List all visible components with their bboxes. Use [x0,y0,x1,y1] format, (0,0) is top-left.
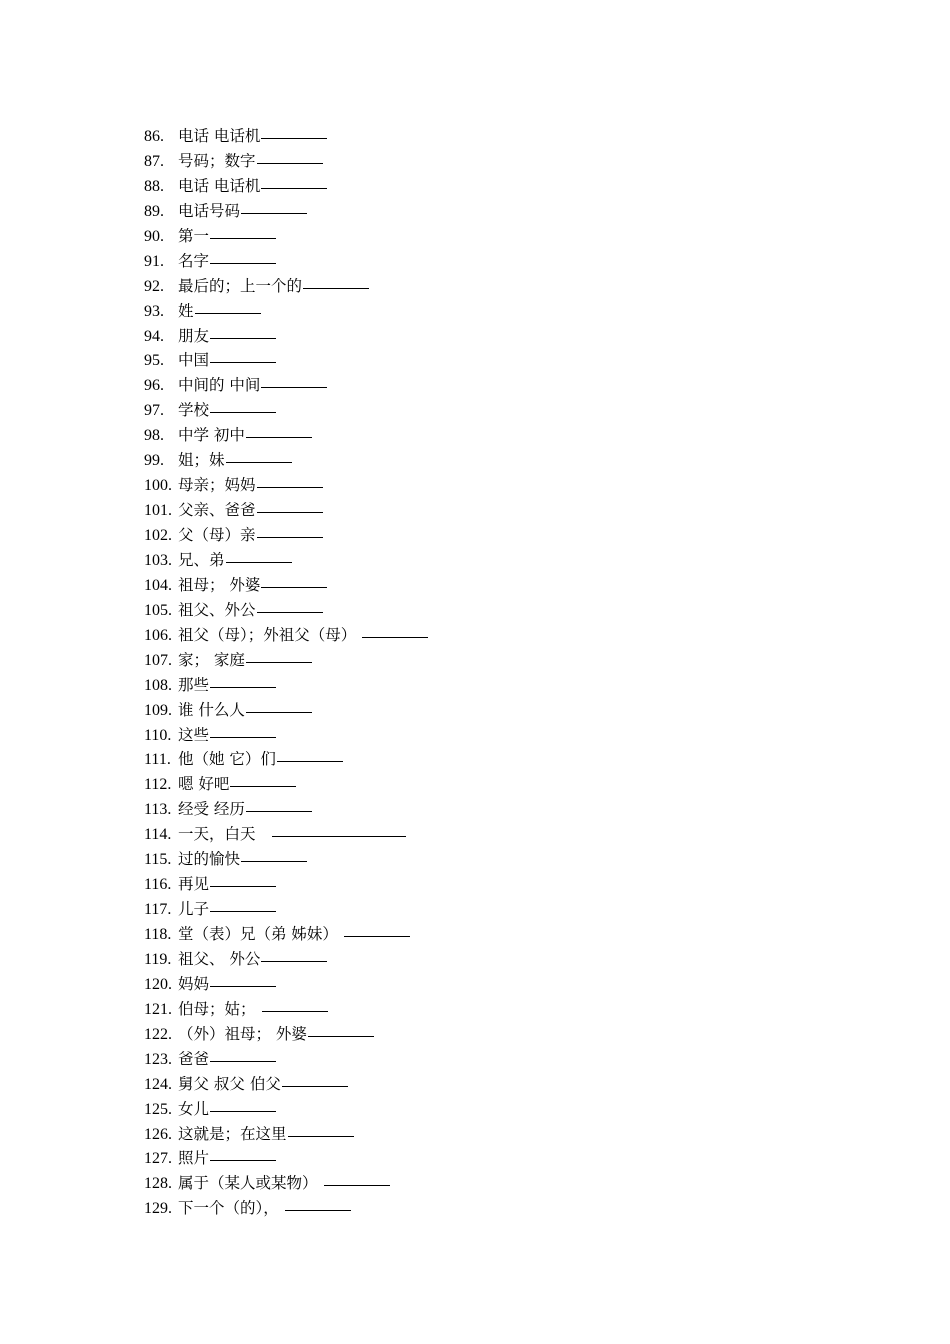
item-text: 母亲；妈妈 [178,476,256,495]
answer-blank[interactable] [288,1135,354,1137]
list-item [144,199,428,224]
item-text: 妈妈 [178,974,210,993]
item-number: 96. [144,377,164,395]
vocabulary-list [144,124,428,1221]
list-item [144,124,428,149]
item-number: 125. [144,1100,172,1118]
list-item [144,1196,428,1221]
item-text: 嗯 好吧 [178,775,230,794]
answer-blank[interactable] [257,486,323,488]
item-number: 92. [144,277,164,295]
answer-blank[interactable] [272,835,406,837]
item-text: 这些 [178,725,210,744]
item-text: 号码；数字 [178,151,256,170]
item-text: 谁 什么人 [178,700,245,719]
item-text: 再见 [178,875,210,894]
item-text: 父亲、爸爸 [178,501,256,520]
answer-blank[interactable] [210,411,276,413]
item-number: 91. [144,252,164,270]
item-number: 106. [144,626,172,644]
answer-blank[interactable] [226,461,292,463]
item-text: 学校 [178,401,210,420]
answer-blank[interactable] [261,960,327,962]
item-number: 120. [144,975,172,993]
list-item [144,797,428,822]
answer-blank[interactable] [257,162,323,164]
item-number: 113. [144,801,172,819]
item-text: 这就是；在这里 [178,1124,287,1143]
answer-blank[interactable] [246,711,312,713]
list-item [144,673,428,698]
item-text: 堂（表）兄（弟 姊妹） [178,925,338,943]
item-number: 111. [144,751,171,769]
list-item [144,847,428,872]
list-item [144,772,428,797]
answer-blank[interactable] [241,212,307,214]
item-number: 114. [144,826,172,844]
item-text: 爸爸 [178,1049,210,1068]
list-item [144,1022,428,1047]
list-item [144,174,428,199]
list-item [144,149,428,174]
item-text: 过的愉快 [178,850,241,869]
item-number: 95. [144,352,164,370]
item-text: 姓 [178,301,194,320]
answer-blank[interactable] [230,785,296,787]
item-text: 舅父 叔父 伯父 [178,1074,281,1093]
answer-blank[interactable] [210,1060,276,1062]
answer-blank[interactable] [262,1010,328,1012]
list-item [144,997,428,1022]
list-item [144,872,428,897]
item-text: 祖父、 外公 [178,949,261,968]
answer-blank[interactable] [210,885,276,887]
answer-blank[interactable] [344,935,410,937]
answer-blank[interactable] [195,312,261,314]
item-number: 88. [144,177,164,195]
answer-blank[interactable] [226,561,292,563]
item-text: 一天，白天 [178,825,256,844]
list-item [144,698,428,723]
item-text: 中间的 中间 [178,376,261,395]
answer-blank[interactable] [246,661,312,663]
item-number: 128. [144,1175,172,1193]
item-number: 86. [144,128,164,145]
answer-blank[interactable] [285,1209,351,1211]
list-item [144,448,428,473]
list-item [144,299,428,324]
item-number: 87. [144,152,164,170]
item-text: 电话号码 [178,201,241,220]
item-text: 最后的；上一个的 [178,276,303,295]
answer-blank[interactable] [261,586,327,588]
item-number: 116. [144,876,172,894]
item-text: 照片 [178,1149,210,1168]
list-item [144,1072,428,1097]
item-number: 110. [144,726,172,744]
item-number: 90. [144,227,164,245]
answer-blank[interactable] [210,1110,276,1112]
item-text: 中学 初中 [178,426,245,445]
item-number: 89. [144,202,164,220]
list-item [144,473,428,498]
item-text: 祖父（母）；外祖父（母） [178,625,357,644]
answer-blank[interactable] [210,262,276,264]
answer-blank[interactable] [324,1184,390,1186]
list-item [144,373,428,398]
item-number: 123. [144,1050,172,1068]
item-number: 100. [144,477,172,495]
answer-blank[interactable] [210,686,276,688]
item-number: 93. [144,302,164,320]
list-item [144,822,428,847]
item-text: 伯母；姑； [178,999,256,1018]
item-number: 94. [144,327,164,345]
item-text: 祖母； 外婆 [178,575,261,594]
item-number: 127. [144,1150,172,1168]
list-item [144,623,428,648]
answer-blank[interactable] [362,636,428,638]
item-number: 98. [144,427,164,445]
answer-blank[interactable] [246,436,312,438]
list-item [144,947,428,972]
list-item [144,723,428,748]
list-item [144,897,428,922]
list-item [144,573,428,598]
item-number: 119. [144,950,172,968]
list-item [144,548,428,573]
list-item [144,648,428,673]
answer-blank[interactable] [210,736,276,738]
answer-blank[interactable] [308,1035,374,1037]
item-text: 下一个（的）， [178,1199,279,1218]
answer-blank[interactable] [261,187,327,189]
item-text: 朋友 [178,326,210,345]
list-item [144,523,428,548]
list-item [144,398,428,423]
item-text: 经受 经历 [178,800,245,819]
item-number: 112. [144,776,172,794]
item-number: 122. [144,1025,172,1043]
item-text: （外）祖母； 外婆 [178,1024,307,1043]
list-item [144,1146,428,1171]
answer-blank[interactable] [210,985,276,987]
item-text: 那些 [178,675,210,694]
list-item [144,1097,428,1122]
answer-blank[interactable] [303,287,369,289]
item-text: 家； 家庭 [178,650,245,669]
answer-blank[interactable] [210,237,276,239]
item-text: 他（她 它）们 [178,750,276,769]
item-text: 属于（某人或某物） [178,1174,318,1193]
item-text: 女儿 [178,1099,210,1118]
item-text: 中国 [178,351,210,370]
item-number: 97. [144,402,164,420]
item-number: 101. [144,502,172,520]
list-item [144,747,428,772]
list-item [144,922,428,947]
item-text: 儿子 [178,900,210,919]
item-text: 兄、弟 [178,550,225,569]
list-item [144,1122,428,1147]
answer-blank[interactable] [257,536,323,538]
answer-blank[interactable] [282,1085,348,1087]
item-number: 107. [144,651,172,669]
item-number: 118. [144,926,172,943]
answer-blank[interactable] [210,337,276,339]
list-item [144,224,428,249]
list-item [144,1171,428,1196]
answer-blank[interactable] [257,611,323,613]
item-number: 104. [144,576,172,594]
answer-blank[interactable] [241,860,307,862]
item-text: 名字 [178,251,210,270]
list-item [144,423,428,448]
item-number: 108. [144,676,172,694]
answer-blank[interactable] [261,386,327,388]
item-number: 99. [144,452,164,470]
answer-blank[interactable] [210,361,276,363]
item-number: 109. [144,701,172,719]
item-number: 105. [144,601,172,619]
item-text: 电话 电话机 [178,127,261,145]
list-item [144,249,428,274]
item-text: 祖父、外公 [178,600,256,619]
item-number: 115. [144,851,172,869]
answer-blank[interactable] [210,910,276,912]
item-number: 121. [144,1000,172,1018]
answer-blank[interactable] [246,810,312,812]
answer-blank[interactable] [210,1159,276,1161]
list-item [144,348,428,373]
item-text: 电话 电话机 [178,176,261,195]
list-item [144,498,428,523]
answer-blank[interactable] [257,511,323,513]
item-number: 102. [144,527,172,544]
item-number: 129. [144,1200,172,1218]
item-number: 124. [144,1075,172,1093]
item-number: 103. [144,551,172,569]
list-item [144,598,428,623]
item-text: 父（母）亲 [178,526,256,544]
item-number: 126. [144,1125,172,1143]
list-item [144,324,428,349]
answer-blank[interactable] [261,137,327,139]
list-item [144,274,428,299]
item-number: 117. [144,901,172,919]
answer-blank[interactable] [277,760,343,762]
list-item [144,1047,428,1072]
list-item [144,972,428,997]
item-text: 姐；妹 [178,451,225,470]
item-text: 第一 [178,226,210,245]
